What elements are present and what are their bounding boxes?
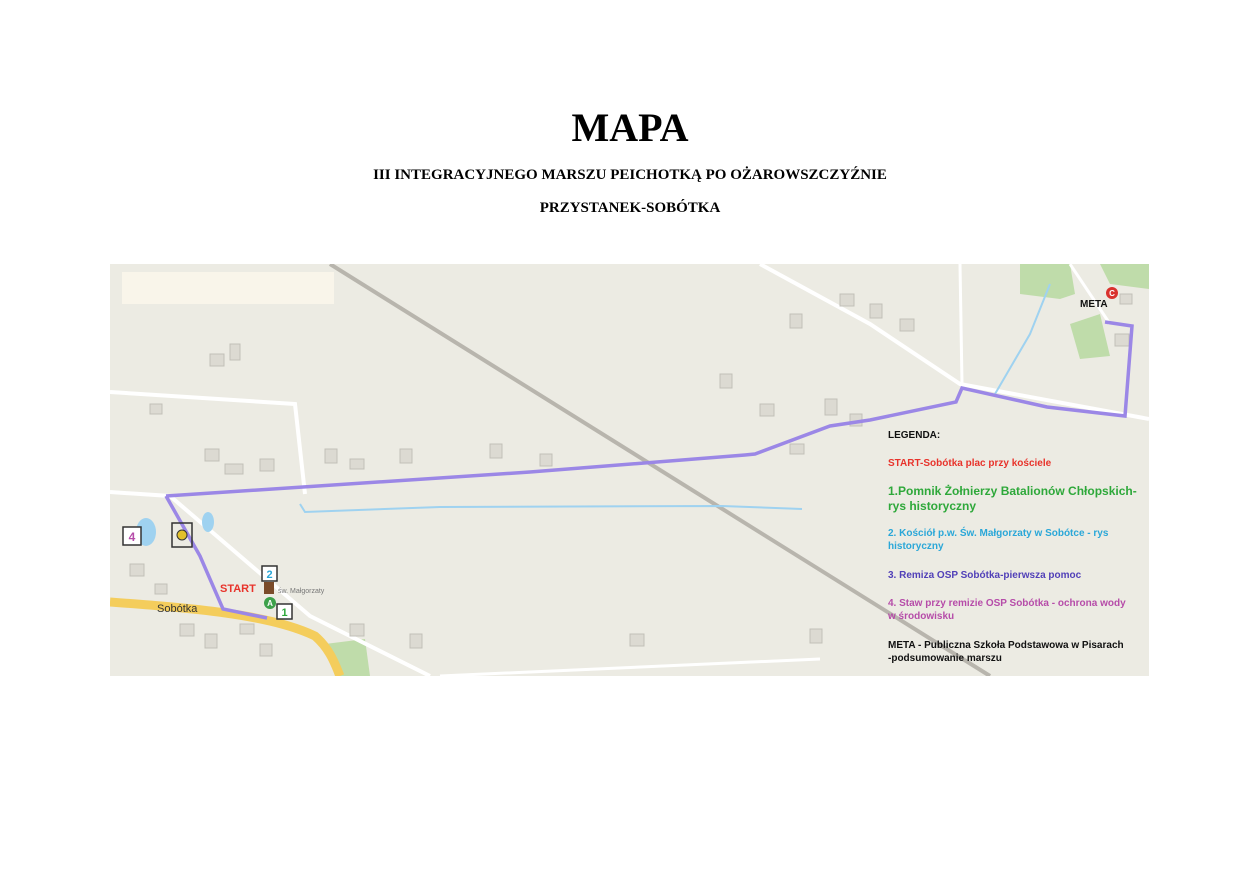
legend-meta: META - Publiczna Szkoła Podstawowa w Pisarach -podsumowanie marszu	[888, 640, 1124, 664]
church-icon	[264, 582, 274, 594]
green-area	[1020, 264, 1075, 299]
marker-a-label: A	[267, 599, 273, 608]
legend-start: START-Sobótka plac przy kościele	[888, 458, 1052, 469]
legend-item-3: 3. Remiza OSP Sobótka-pierwsza pomoc	[888, 570, 1082, 581]
box-1-label: 1	[281, 607, 288, 619]
march-route-start	[166, 496, 267, 618]
marker-c-label: C	[1109, 289, 1115, 298]
road	[440, 659, 820, 676]
road	[110, 392, 305, 494]
page-subtitle: III INTEGRACYJNEGO MARSZU PEICHOTKĄ PO OŻAROWSZCZYŹNIE	[373, 167, 887, 183]
legend-item-2: 2. Kościół p.w. Św. Małgorzaty w Sobótce - rys historyczny	[888, 528, 1109, 552]
box-4-label: 4	[128, 530, 136, 544]
box-2-label: 2	[266, 569, 273, 581]
stop-subtitle: PRZYSTANEK-SOBÓTKA	[539, 200, 721, 216]
legend-item-1: 1.Pomnik Żołnierzy Batalionów Chłopskich-rys historyczny	[888, 484, 1137, 513]
pond	[202, 512, 214, 532]
green-area	[1070, 314, 1110, 359]
place-label: Sobótka	[157, 603, 198, 615]
road	[960, 264, 962, 384]
map-info-patch	[122, 272, 334, 304]
church-label: św. Małgorzaty	[278, 588, 325, 595]
green-area	[1100, 264, 1149, 289]
stream	[995, 284, 1050, 394]
fire-station-icon[interactable]	[177, 530, 187, 540]
start-label: START	[220, 583, 256, 595]
legend-title: LEGENDA:	[888, 430, 941, 441]
route-map[interactable]	[110, 264, 1149, 676]
page-title: MAPA	[571, 105, 689, 150]
road	[1070, 264, 1110, 324]
legend-item-4: 4. Staw przy remizie OSP Sobótka - ochrona wody w środowisku	[888, 598, 1126, 622]
meta-label: META	[1080, 299, 1108, 310]
